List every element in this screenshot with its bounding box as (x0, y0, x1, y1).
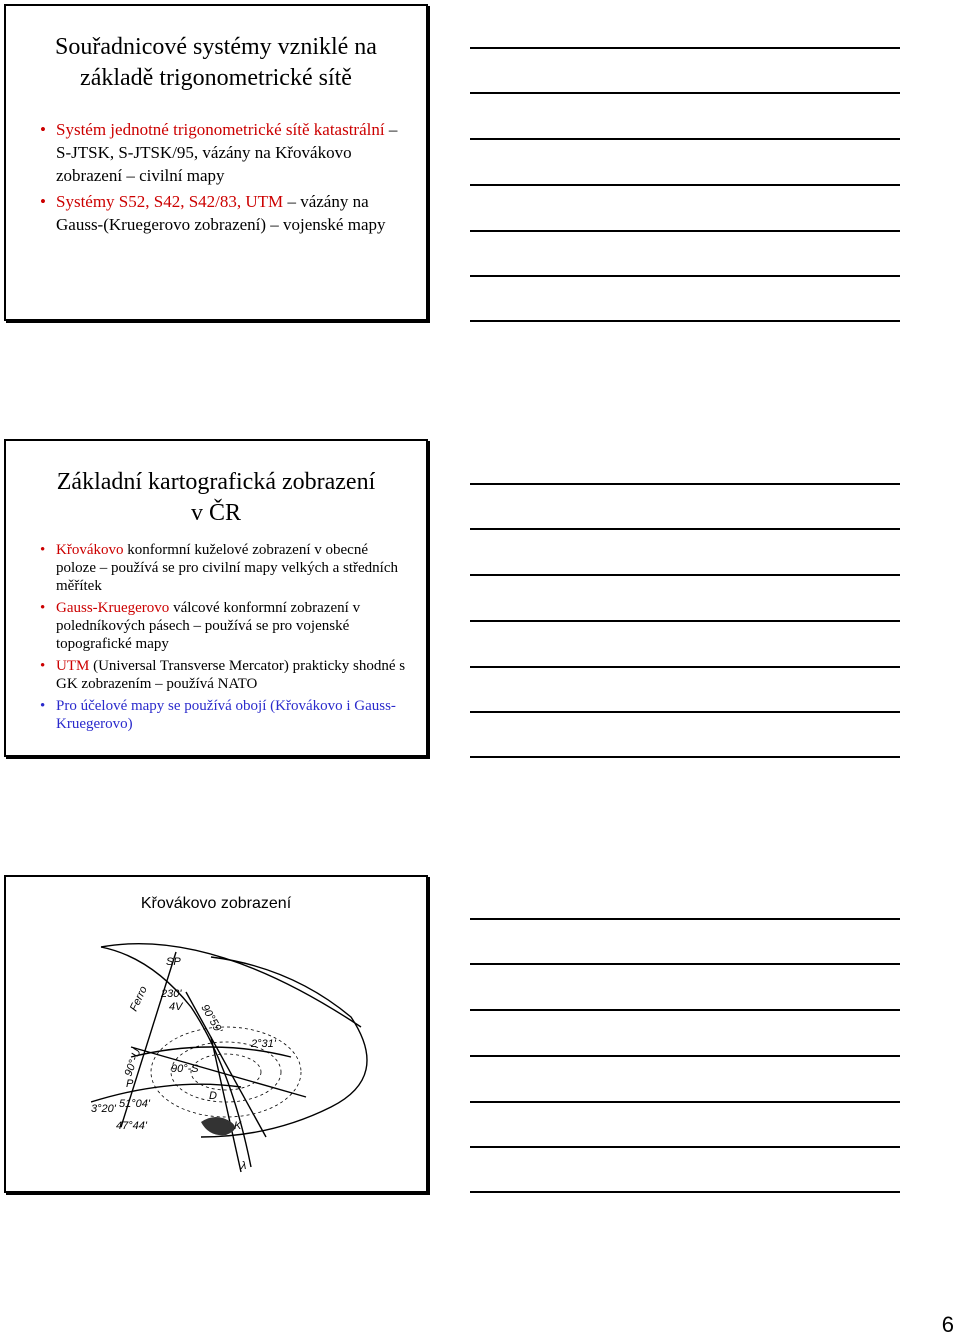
note-line (470, 230, 900, 232)
label-sp: SP (166, 956, 181, 968)
label-lambda: λ (241, 1160, 247, 1172)
note-line (470, 620, 900, 622)
bullet-item: • Systémy S52, S42, S42/83, UTM – vázány na Gauss-(Kruegerovo zobrazení) – vojenské mapy (6, 190, 426, 236)
note-line (470, 918, 900, 920)
slide-3-title: Křovákovo zobrazení (140, 895, 292, 912)
label-d: D (209, 1090, 217, 1102)
slide-1-title (6, 6, 426, 94)
note-line (470, 574, 900, 576)
note-line (470, 483, 900, 485)
label-5104: 51°04' (119, 1098, 150, 1110)
note-line (470, 275, 900, 277)
label-230: 230' (161, 988, 182, 1000)
slide-1 (4, 4, 428, 321)
bullet-item-blue: • Pro účelové mapy se používá obojí (Křovákovo i Gauss-Kruegerovo) (6, 697, 426, 733)
slide-2-title (6, 441, 426, 529)
slide-2-bullets (6, 541, 426, 733)
krovak-projection-diagram (91, 937, 381, 1177)
note-line (470, 1101, 900, 1103)
note-line (470, 92, 900, 94)
note-line (470, 1055, 900, 1057)
note-line (470, 1191, 900, 1193)
slide-2-title-line1: Základní kartografická zobrazení (56, 469, 376, 495)
bullet-item: • Systém jednotné trigonometrické sítě katastrální – S-JTSK, S-JTSK/95, vázány na Křovákovo zobrazení – civilní mapy (6, 118, 426, 187)
slide-2 (4, 439, 428, 757)
bullet-item: • UTM (Universal Transverse Mercator) prakticky shodné s GK zobrazením – používá NATO (6, 657, 426, 693)
note-line (470, 528, 900, 530)
note-line (470, 138, 900, 140)
label-90s: 90°-S (171, 1063, 199, 1075)
label-ferro: Ferro (127, 984, 150, 1014)
page-number: 6 (941, 1312, 954, 1337)
label-p: P (126, 1078, 134, 1090)
bullet-item: • Gauss-Kruegerovo válcové konformní zobrazení v poledníkových pásech – používá se pro vojenské topografické mapy (6, 599, 426, 653)
bullet-item: • Křovákovo konformní kuželové zobrazení v obecné poloze – používá se pro civilní mapy velkých a středních měřítek (6, 541, 426, 595)
slide-1-title-line1: Souřadnicové systémy vzniklé na (55, 34, 377, 60)
note-line (470, 1146, 900, 1148)
label-4744: 47°44' (116, 1120, 147, 1132)
note-line (470, 184, 900, 186)
slide-2-title-line2: v ČR (190, 500, 241, 526)
note-line (470, 1009, 900, 1011)
label-9059: 90°59' (198, 1002, 225, 1036)
label-231: 2°31' (251, 1038, 276, 1050)
note-line (470, 963, 900, 965)
label-320: 3°20' (91, 1103, 116, 1115)
slide-3 (4, 875, 428, 1193)
note-line (470, 711, 900, 713)
note-line (470, 666, 900, 668)
label-4v: 4V (169, 1001, 183, 1013)
note-line (470, 756, 900, 758)
label-90u: 90°-U (122, 1047, 144, 1079)
label-k: K (234, 1120, 242, 1132)
note-line (470, 320, 900, 322)
note-line (470, 47, 900, 49)
slide-1-title-line2: základě trigonometrické sítě (80, 65, 352, 91)
slide-1-bullets (6, 118, 426, 236)
